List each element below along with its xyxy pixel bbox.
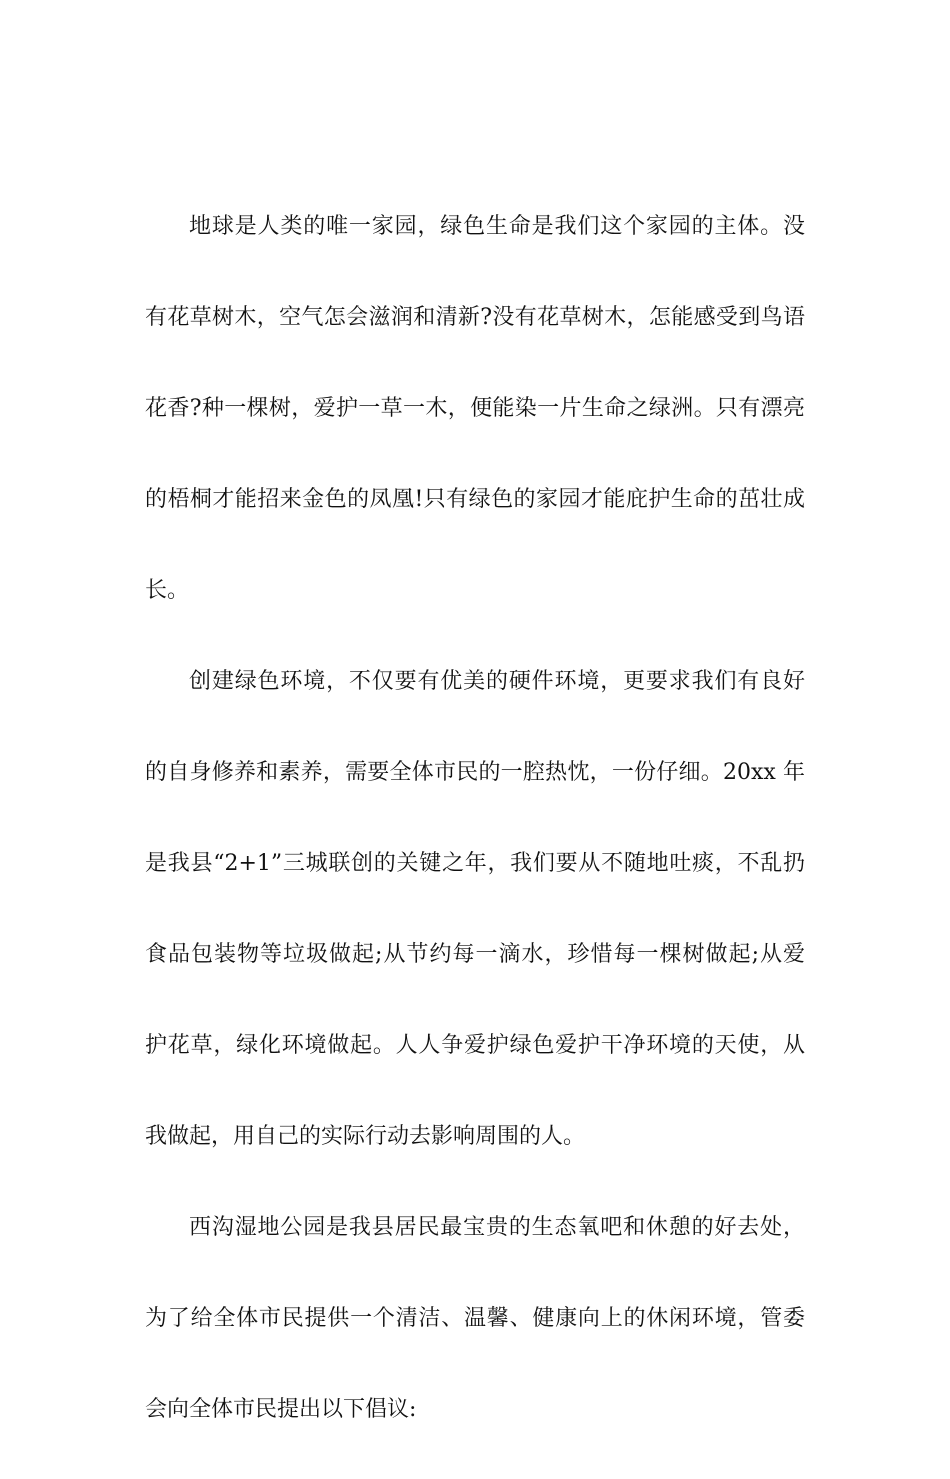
paragraph-2 bbox=[145, 660, 805, 1159]
paragraph-line: 护花草，绿化环境做起。人人争爱护绿色爱护干净环境的天使，从 bbox=[145, 1033, 805, 1058]
paragraph-line: 我做起，用自己的实际行动去影响周围的人。 bbox=[145, 1124, 586, 1149]
paragraph-line: 食品包装物等垃圾做起;从节约每一滴水，珍惜每一棵树做起;从爱 bbox=[145, 942, 805, 967]
paragraph-line: 的梧桐才能招来金色的凤凰!只有绿色的家园才能庇护生命的茁壮成 bbox=[145, 487, 805, 512]
paragraph-line: 创建绿色环境，不仅要有优美的硬件环境，更要求我们有良好 bbox=[189, 669, 805, 694]
paragraph-line: 花香?种一棵树，爱护一草一木，便能染一片生命之绿洲。只有漂亮 bbox=[145, 396, 805, 421]
document-body bbox=[145, 205, 805, 1479]
paragraph-line: 为了给全体市民提供一个清洁、温馨、健康向上的休闲环境，管委 bbox=[145, 1306, 805, 1331]
paragraph-line: 会向全体市民提出以下倡议: bbox=[145, 1397, 417, 1422]
paragraph-line: 长。 bbox=[145, 578, 190, 603]
paragraph-1 bbox=[145, 205, 805, 613]
paragraph-line: 的自身修养和素养，需要全体市民的一腔热忱，一份仔细。20xx 年 bbox=[145, 760, 805, 785]
paragraph-line: 是我县“2+1”三城联创的关键之年，我们要从不随地吐痰，不乱扔 bbox=[145, 851, 805, 876]
paragraph-line: 西沟湿地公园是我县居民最宝贵的生态氧吧和休憩的好去处， bbox=[189, 1215, 805, 1240]
paragraph-line: 有花草树木，空气怎会滋润和清新?没有花草树木，怎能感受到鸟语 bbox=[145, 305, 805, 330]
paragraph-line: 地球是人类的唯一家园，绿色生命是我们这个家园的主体。没 bbox=[189, 214, 805, 239]
paragraph-3 bbox=[145, 1206, 805, 1432]
